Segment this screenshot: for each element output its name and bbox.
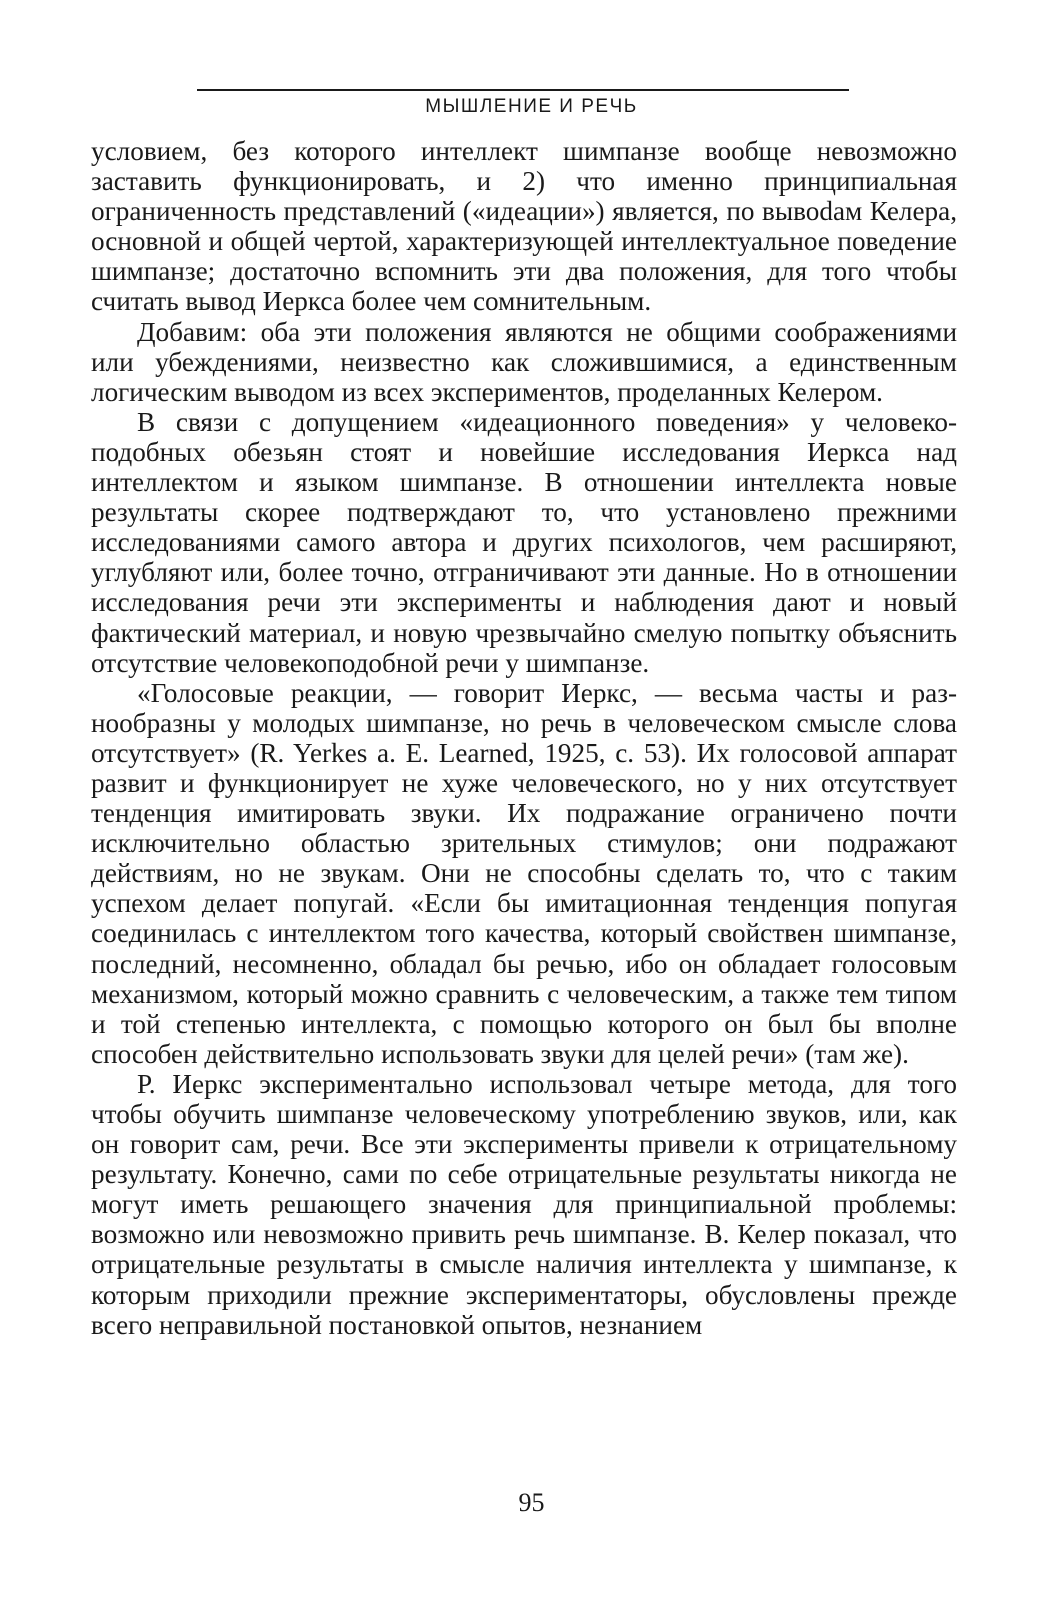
- page-number: 95: [518, 1488, 545, 1517]
- paragraph: Добавим: оба эти положения являются не общими соображениями или убеждениями, неизвестно как сложившимися, а единственным логическим выводом из всех экспериментов, проделанных Келером.: [91, 316, 957, 407]
- paragraph: Р. Иеркс экспериментально использовал четыре метода, для того чтобы обучить шимпанзе человеческому употреблению звуков, или, как он говорит сам, речи. Все эти эксперименты привели к отрицательному результату. Конечно, сами по себе отрицательные результаты никогда не могут иметь решающего значения для принципиальной проблемы: возможно или невозможно привить речь шимпанзе. В. Келер показал, что отрицательные результаты в смысле наличия интеллекта у шимпанзе, к которым приходили прежние экспериментаторы, обусловлены прежде всего неправильной постановкой опытов, незнанием: [91, 1068, 957, 1340]
- paragraph: «Голосовые реакции, — говорит Иеркс, — весьма часты и разнообразны у молодых шимпанзе, но речь в человеческом смысле слова отсутствует» (R. Yerkes a. E. Learned, 1925, с. 53). Их голосовой аппарат развит и функционирует не хуже человеческого, но у них отсутствует тенденция имитировать звуки. Их подражание ограничено почти исключительно областью зрительных стимулов; они подражают действиям, но не звукам. Они не способны сделать то, что с таким успехом делает попугай. «Если бы имитационная тенденция попугая соединилась с интеллектом того качества, который свойствен шимпанзе, последний, несомненно, обладал бы речью, ибо он обладает голосовым механизмом, который можно сравнить с человеческим, а также тем типом и той степенью интеллекта, с помощью которого он был бы вполне способен действительно использовать звуки для целей речи» (там же).: [91, 677, 957, 1069]
- running-head: МЫШЛЕНИЕ И РЕЧЬ: [425, 96, 638, 117]
- body-text: [91, 136, 957, 1340]
- paragraph: условием, без которого интеллект шимпанзе вообще невозможно заставить функционировать, и 2) что именно принципиальная ограниченность представлений («идеации») является, по вывоdам Келера, основной и общей чертой, характеризующей интеллектуальное поведение шимпанзе; достаточно вспомнить эти два положения, для того чтобы считать вывод Иеркса более чем сомнительным.: [91, 136, 957, 317]
- header-rule: [197, 89, 849, 91]
- paragraph: В связи с допущением «идеационного поведения» у человекоподобных обезьян стоят и новейшие исследования Иеркса над интеллектом и языком шимпанзе. В отношении интеллекта новые результаты скорее подтверждают то, что установлено прежними исследованиями самого автора и других психологов, чем расширяют, углубляют или, более точно, отграничивают эти данные. Но в отношении исследования речи эти эксперименты и наблюдения дают и новый фактический материал, и новую чрезвычайно смелую попытку объяснить отсутствие человекоподобной речи у шимпанзе.: [91, 406, 957, 678]
